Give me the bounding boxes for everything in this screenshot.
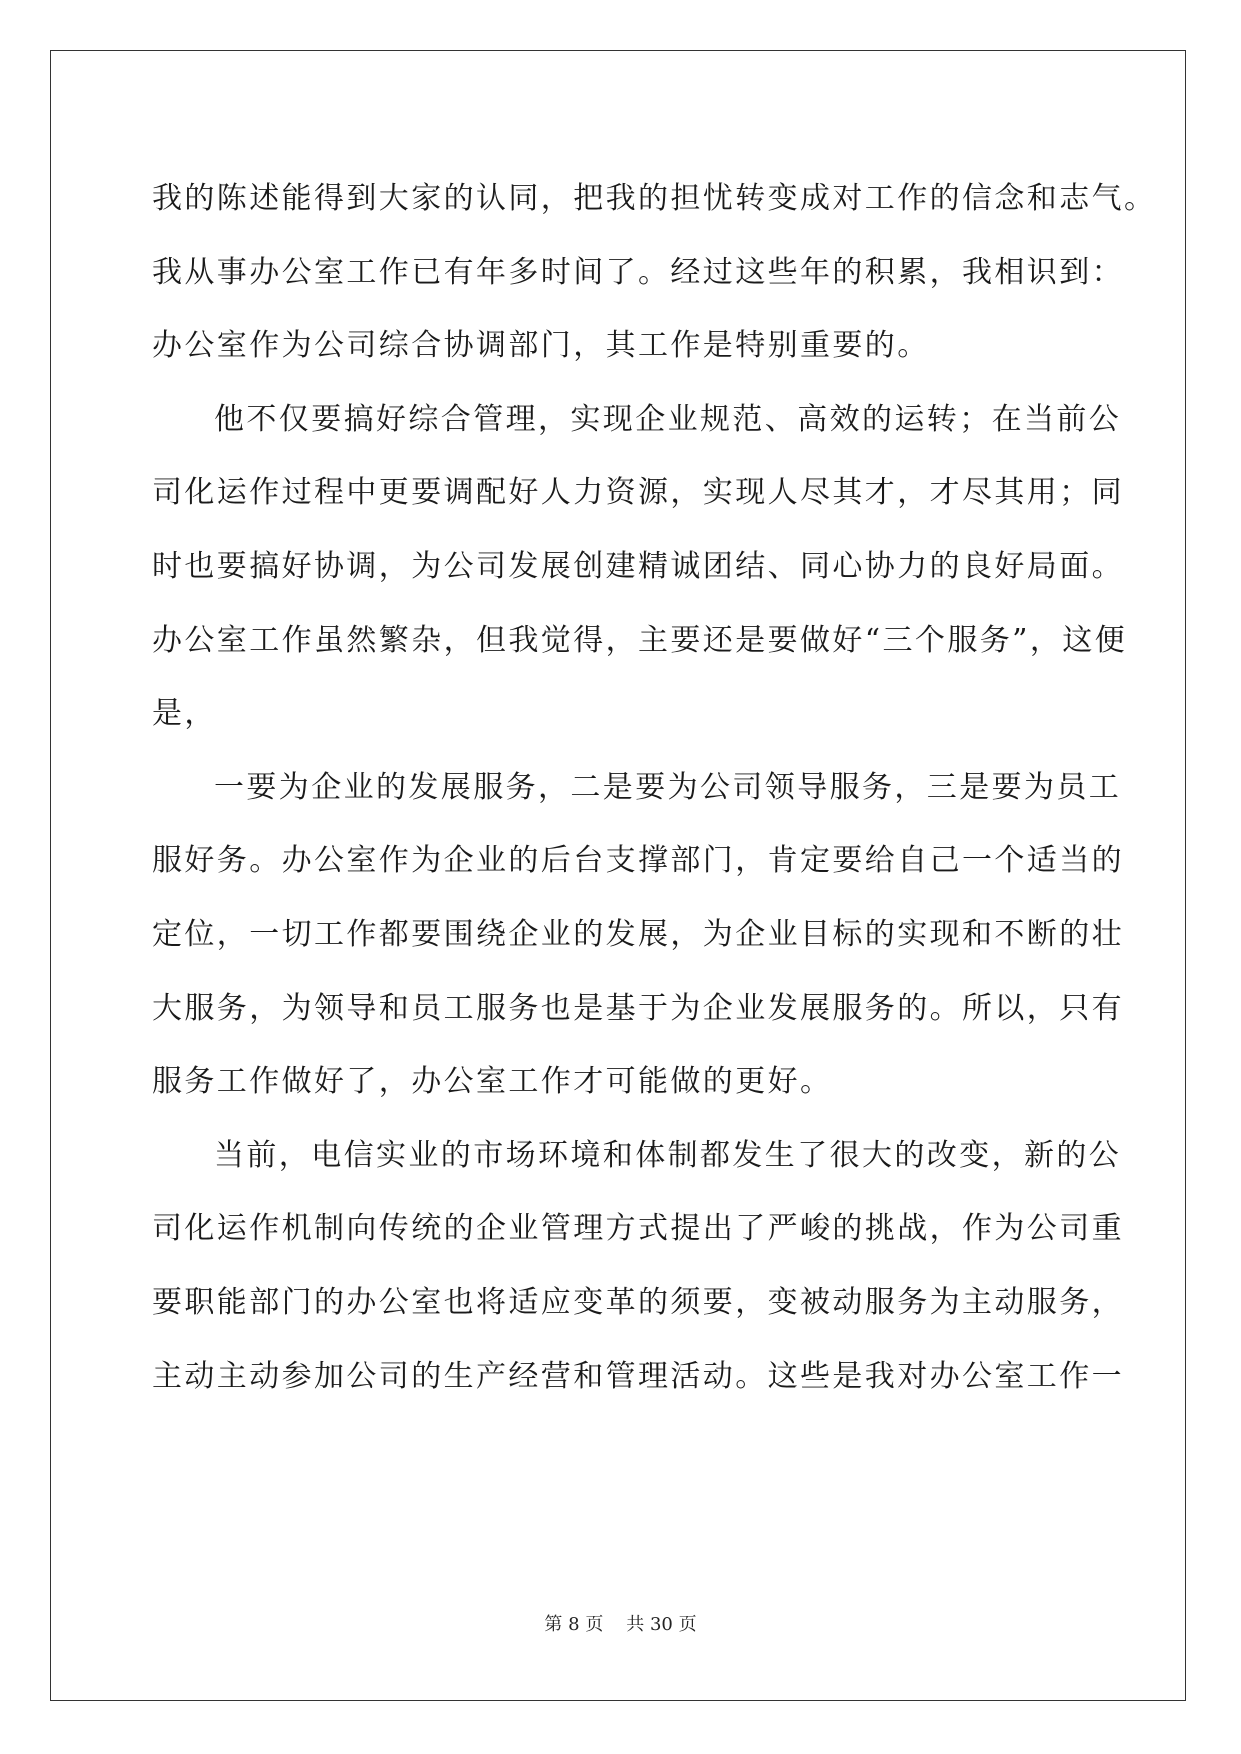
text-line: 是， [152,696,217,732]
text-line-indented: 当前，电信实业的市场环境和体制都发生了很大的改变，新的公 [214,1137,1122,1173]
page-total: 共 30 页 [626,1614,697,1635]
text-line-indented: 一要为企业的发展服务，二是要为公司领导服务，三是要为员工 [214,769,1122,805]
text-line: 办公室作为公司综合协调部门，其工作是特别重要的。 [152,328,930,364]
text-line: 时也要搞好协调，为公司发展创建精诚团结、同心协力的良好局面。 [152,548,1124,584]
text-line: 大服务，为领导和员工服务也是基于为企业发展服务的。所以，只有 [152,990,1124,1026]
text-line: 定位，一切工作都要围绕企业的发展，为企业目标的实现和不断的壮 [152,916,1124,952]
text-line: 司化运作机制向传统的企业管理方式提出了严峻的挑战，作为公司重 [152,1211,1124,1247]
text-line: 要职能部门的办公室也将适应变革的须要，变被动服务为主动服务， [152,1284,1124,1320]
text-line: 司化运作过程中更要调配好人力资源，实现人尽其才，才尽其用；同 [152,475,1124,511]
text-line: 办公室工作虽然繁杂，但我觉得，主要还是要做好“三个服务”，这便 [152,622,1128,658]
document-body [152,162,1157,1413]
text-line-indented: 他不仅要搞好综合管理，实现企业规范、高效的运转；在当前公 [214,401,1122,437]
text-line: 主动主动参加公司的生产经营和管理活动。这些是我对办公室工作一 [152,1358,1124,1394]
page-number: 第 8 页 [544,1614,604,1635]
text-line: 服好务。办公室作为企业的后台支撑部门，肯定要给自己一个适当的 [152,843,1124,879]
page-footer [0,1613,1241,1637]
text-line: 我从事办公室工作已有年多时间了。经过这些年的积累，我相识到： [152,254,1124,290]
text-line: 我的陈述能得到大家的认同，把我的担忧转变成对工作的信念和志气。 [152,181,1157,216]
text-line: 服务工作做好了，办公室工作才可能做的更好。 [152,1064,833,1100]
